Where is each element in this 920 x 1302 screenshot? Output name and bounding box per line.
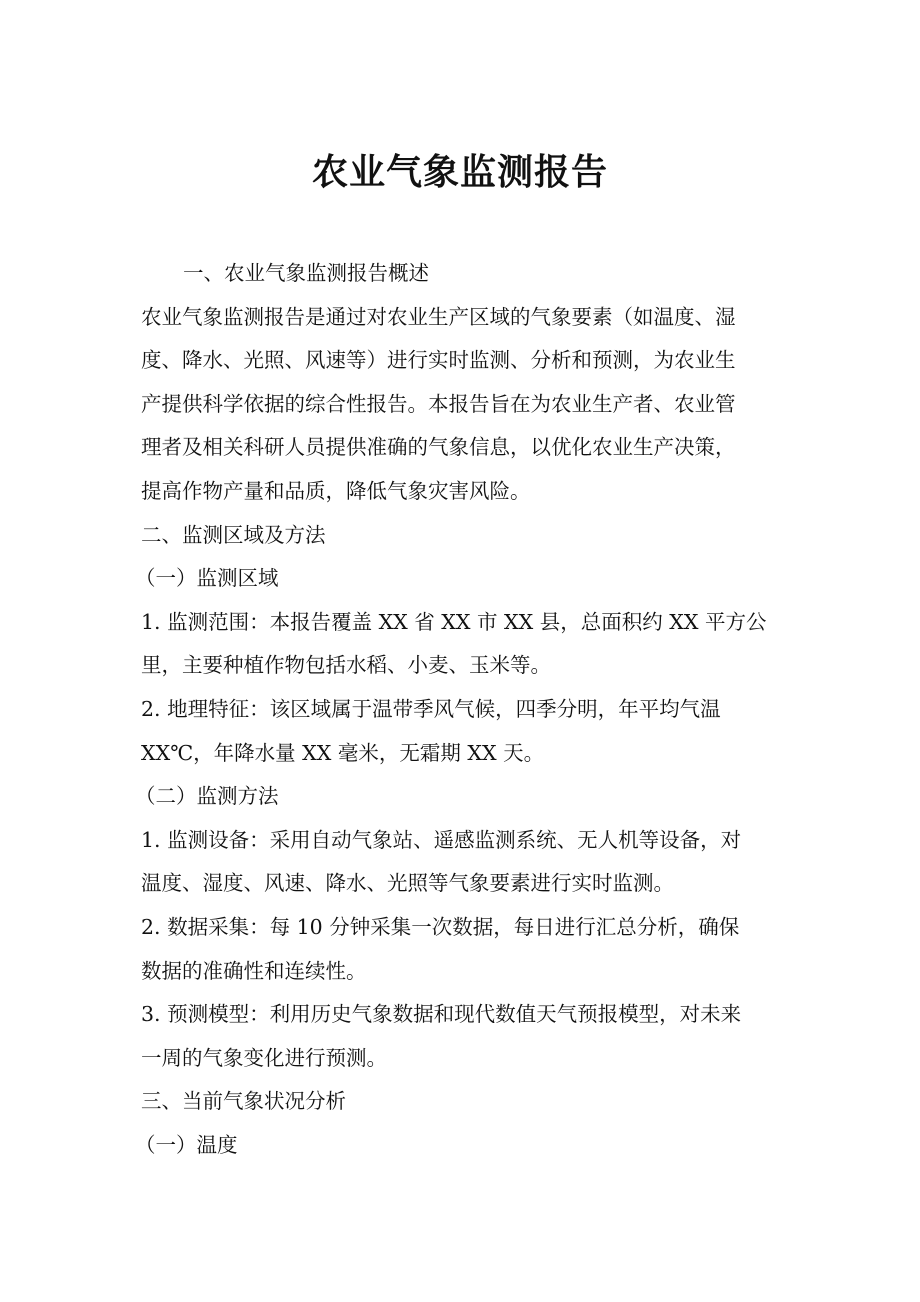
paragraph-line: 度、降水、光照、风速等）进行实时监测、分析和预测，为农业生 [141,348,736,373]
subsection-heading-temperature: （一）温度 [135,1132,238,1157]
list-item-line: 数据的准确性和连续性。 [141,958,367,983]
list-item-line: 里，主要种植作物包括水稻、小麦、玉米等。 [141,653,551,678]
paragraph-line: 产提供科学依据的综合性报告。本报告旨在为农业生产者、农业管 [141,391,736,416]
paragraph-line: 农业气象监测报告是通过对农业生产区域的气象要素（如温度、湿 [141,304,736,329]
document-body [135,252,781,1167]
list-item-line: 3. 预测模型：利用历史气象数据和现代数值天气预报模型，对未来 [141,1002,742,1027]
list-item-line: 2. 数据采集：每 10 分钟采集一次数据，每日进行汇总分析，确保 [141,914,740,939]
section-heading-area-method: 二、监测区域及方法 [141,522,326,547]
list-item-line: 1. 监测设备：采用自动气象站、遥感监测系统、无人机等设备，对 [141,827,742,852]
subsection-heading-method: （二）监测方法 [135,784,279,809]
section-heading-overview: 一、农业气象监测报告概述 [183,261,429,285]
list-item-line: 2. 地理特征：该区域属于温带季风气候，四季分明，年平均气温 [141,696,721,721]
document-title: 农业气象监测报告 [311,152,608,193]
subsection-heading-area: （一）监测区域 [135,566,279,591]
paragraph-line: 理者及相关科研人员提供准确的气象信息，以优化农业生产决策， [141,435,736,460]
paragraph-line: 提高作物产量和品质，降低气象灾害风险。 [141,478,531,503]
list-item-line: 温度、湿度、风速、降水、光照等气象要素进行实时监测。 [141,871,674,896]
list-item-line: 1. 监测范围：本报告覆盖 XX 省 XX 市 XX 县，总面积约 XX 平方公 [141,609,767,634]
list-item-line: XX℃，年降水量 XX 毫米，无霜期 XX 天。 [141,740,545,765]
list-item-line: 一周的气象变化进行预测。 [141,1045,387,1070]
section-heading-current-weather: 三、当前气象状况分析 [141,1089,346,1114]
